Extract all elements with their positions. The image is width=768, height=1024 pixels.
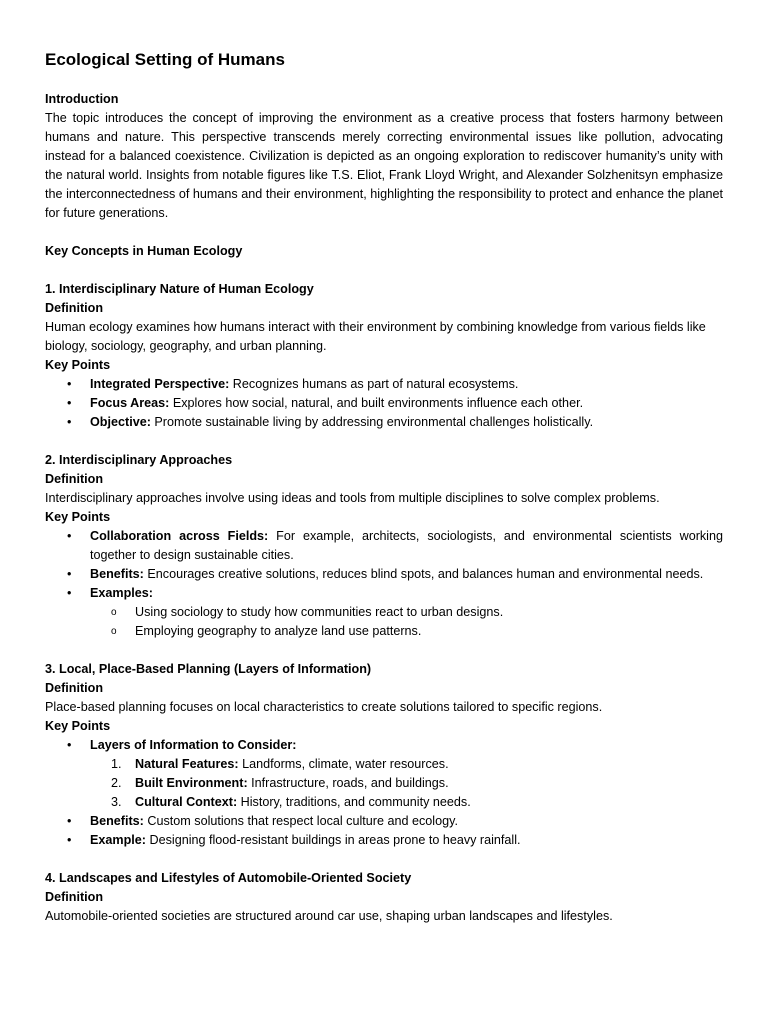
- list-item: • Example: Designing flood-resistant buildings in areas prone to heavy rainfall.: [45, 831, 723, 850]
- section-2-examples: [90, 603, 723, 641]
- section-2-key-points-label: Key Points: [45, 510, 111, 524]
- section-1-definition: Human ecology examines how humans interact with their environment by combining knowledge from various fields like biology, sociology, geography, and urban planning.: [45, 320, 706, 353]
- section-3-definition-label: Definition: [45, 681, 104, 695]
- list-item: • Benefits: Encourages creative solutions, reduces blind spots, and balances human and environmental needs.: [45, 565, 723, 584]
- key-concepts-heading: Key Concepts in Human Ecology: [45, 244, 243, 258]
- sub-list-item: o Using sociology to study how communities react to urban designs.: [90, 603, 723, 622]
- intro-paragraph: The topic introduces the concept of improving the environment as a creative process that fosters harmony between humans and nature. This perspective transcends merely correcting environmental issues like pollution, advocating instead for a balanced coexistence. Civilization is depicted as an ongoing exploration to rediscover humanity’s unity with the natural world. Insights from notable figures like T.S. Eliot, Frank Lloyd Wright, and Alexander Solzhenitsyn emphasize the interconnectedness of humans and their environment, highlighting the responsibility to protect and enhance the planet for future generations.: [45, 111, 723, 220]
- section-1-key-points: [45, 375, 723, 432]
- list-item: • Benefits: Custom solutions that respect local culture and ecology.: [45, 812, 723, 831]
- section-4-definition-label: Definition: [45, 890, 104, 904]
- section-4-definition: Automobile-oriented societies are structured around car use, shaping urban landscapes and lifestyles.: [45, 909, 613, 923]
- intro-heading: Introduction: [45, 92, 119, 106]
- list-item: • Layers of Information to Consider: 1. Natural Features: Landforms, climate, water resources. 2. Built Environment: Infrastructure, roads, and buildings. 3. Cultural Context: History, traditions, and community needs.: [45, 736, 723, 812]
- page-title: Ecological Setting of Humans: [45, 50, 285, 69]
- section-3-definition: Place-based planning focuses on local characteristics to create solutions tailored to specific regions.: [45, 700, 603, 714]
- section-3-key-points-label: Key Points: [45, 719, 111, 733]
- list-item: • Collaboration across Fields: For example, architects, sociologists, and environmental scientists working together to design sustainable cities.: [45, 527, 723, 565]
- section-1-heading: 1. Interdisciplinary Nature of Human Ecology: [45, 282, 314, 296]
- section-1-key-points-label: Key Points: [45, 358, 111, 372]
- section-3-layers: [90, 755, 723, 812]
- numbered-item: 2. Built Environment: Infrastructure, roads, and buildings.: [111, 776, 449, 790]
- document-body: [45, 90, 723, 926]
- section-3-heading: 3. Local, Place-Based Planning (Layers of Information): [45, 662, 372, 676]
- list-item: • Integrated Perspective: Recognizes humans as part of natural ecosystems.: [45, 375, 723, 394]
- list-item: • Focus Areas: Explores how social, natural, and built environments influence each other.: [45, 394, 723, 413]
- section-2-definition-label: Definition: [45, 472, 104, 486]
- list-item: • Examples: o Using sociology to study how communities react to urban designs. o Employing geography to analyze land use patterns.: [45, 584, 723, 641]
- section-4-heading: 4. Landscapes and Lifestyles of Automobile-Oriented Society: [45, 871, 412, 885]
- section-1-definition-label: Definition: [45, 301, 104, 315]
- sub-list-item: o Employing geography to analyze land use patterns.: [90, 622, 723, 641]
- numbered-item: 3. Cultural Context: History, traditions, and community needs.: [111, 795, 471, 809]
- section-2-definition: Interdisciplinary approaches involve using ideas and tools from multiple disciplines to solve complex problems.: [45, 491, 660, 505]
- numbered-item: 1. Natural Features: Landforms, climate, water resources.: [111, 757, 449, 771]
- section-3-key-points: [45, 736, 723, 850]
- list-item: • Objective: Promote sustainable living by addressing environmental challenges holistically.: [45, 413, 723, 432]
- section-2-key-points: [45, 527, 723, 641]
- section-2-heading: 2. Interdisciplinary Approaches: [45, 453, 233, 467]
